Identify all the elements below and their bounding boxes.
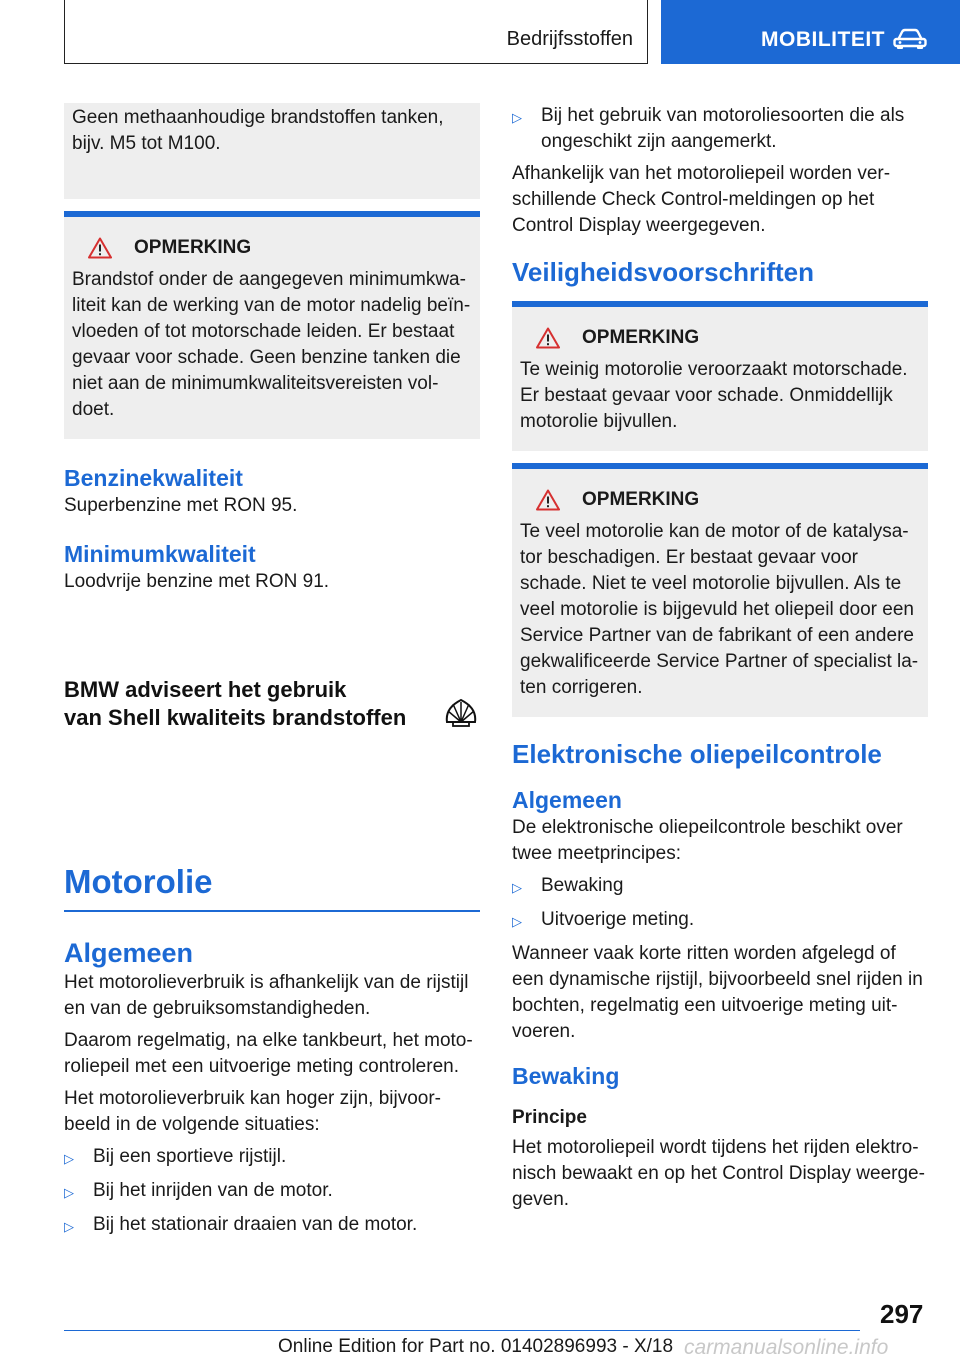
heading-benzinekwaliteit: Benzinekwaliteit	[64, 465, 243, 491]
shell-logo-icon	[444, 698, 478, 728]
heading-algemeen: Algemeen	[64, 938, 194, 968]
right-column	[512, 103, 928, 1213]
list-item-text: Bewaking	[541, 875, 624, 896]
list-item-text: Bij het inrijden van de motor.	[93, 1180, 333, 1201]
heading-bewaking: Bewaking	[512, 1063, 620, 1089]
left-column	[64, 103, 480, 595]
list-item	[512, 103, 928, 155]
list-item-text: Bij het gebruik van motoroliesoorten die als ongeschikt zijn aangemerkt.	[541, 105, 905, 152]
list-item	[512, 907, 928, 935]
shell-ad-line-2: van Shell kwaliteits brandstoffen	[64, 705, 407, 730]
note-box-fuel	[64, 211, 480, 439]
shell-ad-line-1: BMW adviseert het gebruik	[64, 677, 347, 702]
note-box-too-much-oil	[512, 463, 928, 717]
tab-mobiliteit[interactable]	[661, 0, 960, 64]
chapter-title: Motorolie	[64, 863, 213, 900]
watermark: carmanualsonline.info	[684, 1336, 889, 1359]
info-box	[64, 103, 480, 199]
heading-principe: Principe	[512, 1107, 587, 1128]
car-icon	[893, 28, 927, 50]
principe-text: Het motoroliepeil wordt tijdens het rijden elektro-nisch bewaakt en op het Control Display weerge-geven.	[512, 1137, 925, 1210]
tab-mobiliteit-label: MOBILITEIT	[761, 28, 885, 51]
list-item-text: Bij een sportieve rijstijl.	[93, 1146, 287, 1167]
check-control-paragraph: Afhankelijk van het motoroliepeil worden ver-schillende Check Control-meldingen op het Control Display weergegeven.	[512, 163, 891, 236]
note-title: OPMERKING	[134, 237, 252, 258]
shell-advertisement	[64, 676, 480, 746]
elec-paragraph-2: Wanneer vaak korte ritten worden afgelegd of een dynamische rijstijl, bijvoorbeeld snel rijden in bochten, regelmatig een uitvoerige meting uit-voeren.	[512, 943, 923, 1042]
header-section-title: Bedrijfsstoffen	[506, 28, 633, 50]
benzine-text: Superbenzine met RON 95.	[64, 495, 298, 516]
heading-minimumkwaliteit: Minimumkwaliteit	[64, 541, 256, 567]
heading-elektronische-oliepeilcontrole: Elektronische oliepeilcontrole	[512, 739, 882, 769]
elec-paragraph-1: De elektronische oliepeilcontrole beschikt over twee meetprincipes:	[512, 817, 903, 864]
list-item-text: Uitvoerige meting.	[541, 909, 695, 930]
triangle-bullet-icon: ▷	[512, 110, 522, 125]
note-title: OPMERKING	[582, 327, 700, 348]
note-heading	[526, 325, 920, 351]
note-text: Brandstof onder de aangegeven minimumkwa-liteit kan de werking van de motor nadelig beïn-vloeden of tot motorschade leiden. Er bestaat gevaar voor schade. Geen benzine tanken die niet aan de minimumkwaliteitsvereisten vol-doet.	[72, 269, 471, 420]
note-text: Te veel motorolie kan de motor of de katalysa-tor beschadigen. Er bestaat gevaar voor schade. Niet te veel motorolie bijvullen. Als te veel motorolie is bijgevuld het oliepeil door een Service Partner van de fabrikant of een andere gekwalificeerde Service Partner of specialist la-ten corrigeren.	[520, 521, 919, 698]
footer-edition: Online Edition for Part no. 01402896993 - X/18	[278, 1336, 674, 1357]
warning-icon	[88, 237, 112, 259]
info-box-text: Geen methaanhoudige brandstoffen tanken, bijv. M5 tot M100.	[72, 107, 444, 154]
algemeen-paragraph-2: Daarom regelmatig, na elke tankbeurt, het moto-roliepeil met een uitvoerige meting controleren.	[64, 1030, 473, 1077]
list-item	[64, 1178, 480, 1206]
header-frame	[64, 0, 648, 64]
page-number: 297	[880, 1299, 924, 1329]
triangle-bullet-icon: ▷	[64, 1185, 74, 1200]
list-item	[64, 1212, 480, 1240]
algemeen-paragraph-3: Het motorolieverbruik kan hoger zijn, bijvoor-beeld in de volgende situaties:	[64, 1088, 441, 1135]
triangle-bullet-icon: ▷	[512, 880, 522, 895]
heading-veiligheidsvoorschriften: Veiligheidsvoorschriften	[512, 257, 814, 287]
warning-icon	[536, 489, 560, 511]
list-item-text: Bij het stationair draaien van de motor.	[93, 1214, 418, 1235]
heading-algemeen-right: Algemeen	[512, 787, 622, 813]
list-item	[512, 873, 928, 901]
motorolie-section	[64, 860, 480, 1240]
triangle-bullet-icon: ▷	[64, 1151, 74, 1166]
note-text: Te weinig motorolie veroorzaakt motorschade. Er bestaat gevaar voor schade. Onmiddellijk motorolie bijvullen.	[520, 359, 908, 432]
footer-divider	[64, 1330, 860, 1331]
algemeen-paragraph-1: Het motorolieverbruik is afhankelijk van de rijstijl en van de gebruiksomstandigheden.	[64, 972, 469, 1019]
minimum-text: Loodvrije benzine met RON 91.	[64, 571, 330, 592]
triangle-bullet-icon: ▷	[64, 1219, 74, 1234]
note-heading	[78, 235, 472, 261]
note-heading	[526, 487, 920, 513]
note-box-low-oil	[512, 301, 928, 451]
warning-icon	[536, 327, 560, 349]
list-item	[64, 1144, 480, 1172]
note-title: OPMERKING	[582, 489, 700, 510]
triangle-bullet-icon: ▷	[512, 914, 522, 929]
